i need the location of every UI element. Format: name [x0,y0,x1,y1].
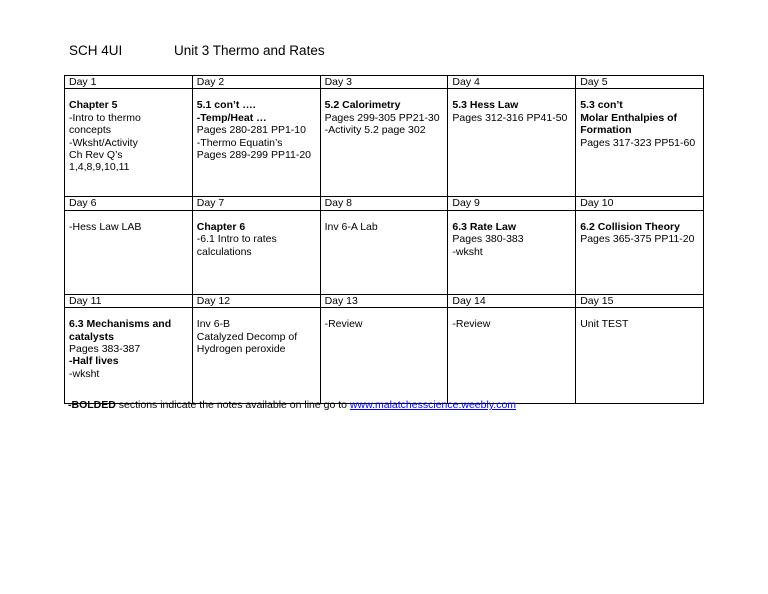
day-content-line: Inv 6-A Lab [324,220,378,233]
day-content-line: 5.3 Hess Law [452,99,519,112]
day-content-line: 5.3 con’t [580,99,623,112]
day-content-line: Catalyzed Decomp of [196,330,298,343]
day-content-line: -wksht [69,367,100,380]
day-content-line: -Temp/Heat … [196,111,267,124]
day-label-row [65,76,704,89]
day-content-line: -Intro to thermo [69,111,141,124]
day-label: Day 15 [576,294,704,307]
day-content-line: concepts [69,124,112,137]
schedule-body [65,76,704,404]
day-content-line: 6.3 Mechanisms and [69,318,172,331]
day-label: Day 1 [65,76,193,89]
day-label: Day 12 [192,294,320,307]
website-link[interactable]: www.malatchesscience.weebly.com [349,399,517,411]
day-content-line: Chapter 5 [69,99,118,112]
day-label: Day 2 [192,76,320,89]
day-content [192,89,320,197]
day-content-line: -Activity 5.2 page 302 [324,124,426,137]
day-content-line: 6.2 Collision Theory [580,220,680,233]
course-code: SCH 4UI [69,43,123,58]
day-content-line: calculations [196,245,252,258]
unit-title: Unit 3 Thermo and Rates [174,43,325,58]
day-content [65,308,193,404]
day-content-line: catalysts [69,330,114,343]
day-content [320,210,448,294]
day-label: Day 5 [576,76,704,89]
day-content-line: -Review [452,318,491,331]
day-content-line: 5.1 con’t …. [196,99,256,112]
day-content-line: Pages 380-383 [452,233,524,246]
footer-bold-text: -BOLDED [68,399,116,411]
day-content-line: Inv 6-B [196,318,231,331]
day-content [448,308,576,404]
day-content [576,89,704,197]
day-content-line: -6.1 Intro to rates [196,233,277,246]
day-content-line: -Hess Law LAB [69,220,142,233]
day-label: Day 4 [448,76,576,89]
day-content [192,210,320,294]
day-content [448,89,576,197]
day-content-line: Formation [580,124,632,137]
day-content-line: Pages 289-299 PP11-20 [196,149,312,162]
day-content-row [65,89,704,197]
day-content-line: -Half lives [69,355,119,368]
day-label: Day 10 [576,197,704,210]
day-content [448,210,576,294]
day-label: Day 6 [65,197,193,210]
day-content-line: -wksht [452,245,483,258]
day-label-row [65,197,704,210]
footer-text: sections indicate the notes available on line go to [115,399,350,411]
schedule-table [64,75,704,404]
day-label: Day 8 [320,197,448,210]
day-label-row [65,294,704,307]
day-content-line: Chapter 6 [196,220,246,233]
day-content-line: Pages 312-316 PP41-50 [452,111,568,124]
day-content [65,89,193,197]
day-content [65,210,193,294]
day-content-line: Pages 383-387 [69,343,141,356]
day-content-line: 5.2 Calorimetry [324,99,401,112]
footer-note [68,399,516,411]
day-content [576,210,704,294]
day-content-line: 1,4,8,9,10,11 [69,161,130,174]
day-content [320,308,448,404]
day-content-line: Ch Rev Q’s [69,149,123,162]
day-content [192,308,320,404]
day-content-row [65,308,704,404]
day-content-line: -Thermo Equatin’s [196,136,283,149]
day-label: Day 7 [192,197,320,210]
day-content-line: Pages 365-375 PP11-20 [580,233,695,246]
day-label: Day 9 [448,197,576,210]
day-content-line: Molar Enthalpies of [580,111,678,124]
day-content-line: Pages 280-281 PP1-10 [196,124,306,137]
day-content-line: 6.3 Rate Law [452,220,517,233]
day-content [576,308,704,404]
day-content-line: -Review [324,318,363,331]
day-content-line: Hydrogen peroxide [196,343,286,356]
day-content-line: Pages 317-323 PP51-60 [580,136,696,149]
day-content-row [65,210,704,294]
day-content [320,89,448,197]
day-label: Day 3 [320,76,448,89]
day-content-line: Pages 299-305 PP21-30 [324,111,440,124]
day-label: Day 13 [320,294,448,307]
day-label: Day 11 [65,294,193,307]
day-label: Day 14 [448,294,576,307]
day-content-line: -Wksht/Activity [69,136,138,149]
day-content-line: Unit TEST [580,318,629,331]
